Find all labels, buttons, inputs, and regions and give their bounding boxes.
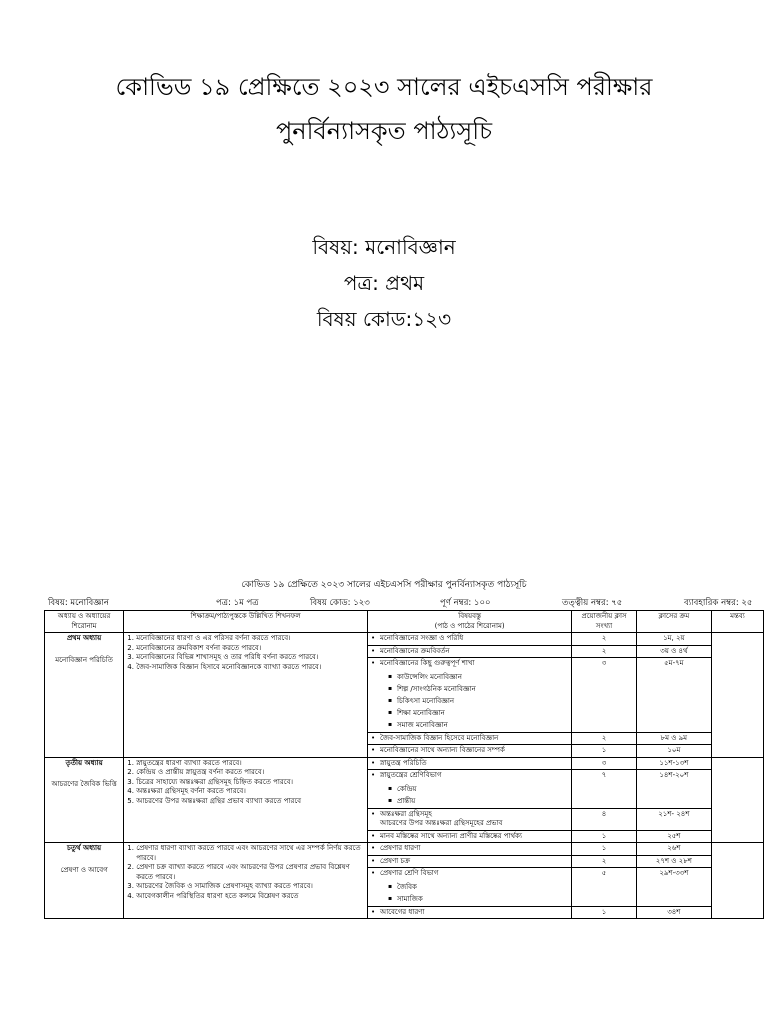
cover-subject-code: বিষয় কোড:১২৩ [316, 307, 452, 331]
topic-cell [368, 658, 572, 733]
sub-topic: ▪ প্রান্তীয় [388, 795, 569, 807]
cover-paper: পত্র: প্রথম [343, 271, 425, 295]
outcome-item: 1. স্নায়ুতন্ত্রের ধারণা ব্যাখ্যা করতে পারবে। [136, 759, 365, 769]
outcome-item: 1. প্রেষণার ধারণা ব্যাখ্যা করতে পারবে এবং আচরণের সাথে এর সম্পর্ক নির্ণয় করতে পারবে। [136, 844, 365, 863]
order-cell: ১৪শ-২০শ [636, 770, 711, 809]
outcomes-cell [124, 633, 368, 758]
order-cell: ৮ম ও ৯ম [636, 732, 711, 745]
sub-topic: ▪ কেন্দ্রিয় [388, 783, 569, 795]
header-outcomes: শিক্ষাক্রম/পাঠ্যপুস্তকে উল্লিখিত শিখনফল [124, 611, 368, 633]
classes-cell: ৩ [572, 658, 637, 733]
outcome-item: 4. জৈব-সামাজিক বিজ্ঞান হিসাবে মনোবিজ্ঞানকে ব্যাখ্যা করতে পারবে। [136, 663, 365, 673]
syllabus-table [44, 610, 764, 919]
topic-cell: • আবেগের ধারণা [368, 906, 572, 919]
sub-topic: ▪ শিল্প /সাংগঠনিক মনোবিজ্ঞান [388, 683, 569, 695]
outcome-item: 4. অন্তঃক্ষরা গ্রন্থিসমূহ বর্ণনা করতে পারবে। [136, 787, 365, 797]
cover-subject: বিষয়: মনোবিজ্ঞান [312, 235, 456, 259]
order-cell: ৩৪শ [636, 906, 711, 919]
meta-subject: বিষয়: মনোবিজ্ঞান [48, 598, 109, 608]
meta-theory-marks: তত্ত্বীয় নম্বর: ৭৫ [562, 598, 623, 608]
order-cell: ৩য় ও ৪র্থ [636, 645, 711, 658]
header-content [368, 611, 572, 633]
order-cell: ২৫শ [636, 830, 711, 843]
outcomes-cell [124, 757, 368, 843]
topic-cell: • প্রেষণা চক্র [368, 855, 572, 868]
chapter-title: আচরণের জৈবিক ভিত্তি [51, 780, 117, 788]
outcome-item: 3. মনোবিজ্ঞানের বিভিন্ন শাখাসমূহ ও তার পরিধি বর্ণনা করতে পারবে। [136, 653, 365, 663]
sub-topic: ▪ কাউন্সেলিং মনোবিজ্ঞান [388, 671, 569, 683]
sub-topic: ▪ সামাজিক [388, 893, 569, 905]
classes-cell: ১ [572, 830, 637, 843]
chapter-cell [45, 757, 124, 843]
outcome-item: 5. আচরণের উপর অন্তঃক্ষরা গ্রন্থির প্রভাব ব্যাখ্যা করতে পারবে [136, 797, 365, 807]
sub-topic: ▪ শিক্ষা মনোবিজ্ঞান [388, 707, 569, 719]
syllabus-title: কোভিড ১৯ প্রেক্ষিতে ২০২৩ সালের এইচএসসি পরীক্ষার পুনর্বিন্যাসকৃত পাঠ্যসূচি [241, 580, 527, 590]
table-header-row [45, 611, 764, 633]
outcome-item: 2. মনোবিজ্ঞানের ক্রমবিকাশ বর্ণনা করতে পারবে। [136, 644, 365, 654]
classes-cell: ২ [572, 633, 637, 646]
order-cell: ২৬শ [636, 843, 711, 856]
topic-cell [368, 808, 572, 830]
topic-cell [368, 770, 572, 809]
header-class-order: ক্লাসের ক্রম [636, 611, 711, 633]
table-row [45, 843, 764, 856]
meta-practical-marks: ব্যাবহারিক নম্বর: ২৫ [684, 598, 753, 608]
header-content-line2: (পাঠ ও পাঠের শিরোনাম) [434, 621, 505, 630]
classes-cell: ১ [572, 906, 637, 919]
order-cell: ১১শ-১৩শ [636, 757, 711, 770]
order-cell: ১০ম [636, 745, 711, 758]
classes-cell: ৭ [572, 770, 637, 809]
classes-cell: ২ [572, 732, 637, 745]
remarks-cell [711, 757, 763, 843]
header-chapter: অধ্যায় ও অধ্যায়ের শিরোনাম [45, 611, 124, 633]
sub-topic: ▪ চিকিৎসা মনোবিজ্ঞান [388, 695, 569, 707]
topic-text: মনোবিজ্ঞানের কিছু গুরুত্বপূর্ণ শাখা [380, 659, 475, 667]
meta-paper: পত্র: ১ম পত্র [216, 598, 259, 608]
outcome-item: 2. প্রেষণা চক্র ব্যাখ্যা করতে পারবে এবং আচরণের উপর প্রেষণার প্রভাব বিশ্লেষণ করতে পারবে। [136, 863, 365, 882]
cover-title-line1: কোভিড ১৯ প্রেক্ষিতে ২০২৩ সালের এইচএসসি পরীক্ষার [115, 73, 653, 101]
chapter-name: চতুর্থ অধ্যায় [67, 844, 102, 852]
header-content-line1: বিষয়বস্তু [458, 612, 482, 620]
topic-text: প্রেষণার শ্রেণি বিভাগ [380, 869, 439, 877]
classes-cell: ২ [572, 645, 637, 658]
outcome-item: 3. চিত্রের সাহায্যে অন্তঃক্ষরা গ্রন্থিসমূহ চিহ্নিত করতে পারবে। [136, 778, 365, 788]
chapter-cell [45, 633, 124, 758]
topic-cell: • মনোবিজ্ঞানের সংজ্ঞা ও পরিধি [368, 633, 572, 646]
order-cell: ২৯শ-৩৩শ [636, 868, 711, 907]
topic-cell: • মনোবিজ্ঞানের ক্রমবিবর্তন [368, 645, 572, 658]
header-classes: প্রয়োজনীয় ক্লাস সংখ্যা [572, 611, 637, 633]
topic-cell: • মানব মস্তিষ্কের সাথে অন্যান্য প্রাণীর মস্তিষ্কের পার্থক্য [368, 830, 572, 843]
order-cell: ২৭শ ও ২৮শ [636, 855, 711, 868]
remarks-cell [711, 843, 763, 919]
chapter-title: প্রেষণা ও আবেগ [60, 865, 108, 874]
remarks-cell [711, 633, 763, 758]
topic-cell [368, 868, 572, 907]
sub-topic: ▪ জৈবিক [388, 881, 569, 893]
order-cell: ২১শ- ২৪শ [636, 808, 711, 830]
outcome-item: 4. আবেগকালীন পরিস্থিতির ধারণা হতে কলমে বিশ্লেষণ করতে [136, 892, 365, 902]
syllabus-meta [48, 596, 756, 609]
classes-cell: ২ [572, 855, 637, 868]
order-cell: ৫ম-৭ম [636, 658, 711, 733]
topic-cell: • মনোবিজ্ঞানের সাথে অন্যান্য বিজ্ঞানের সম্পর্ক [368, 745, 572, 758]
topic-cell: • প্রেষণার ধারণা [368, 843, 572, 856]
outcome-item: 3. আচরণের জৈবিক ও সামাজিক প্রেষণাসমূহ ব্যাখ্যা করতে পারবে। [136, 882, 365, 892]
table-row [45, 633, 764, 646]
topic-text: অন্তঃক্ষরা গ্রন্থিসমূহ [380, 809, 432, 818]
topic-cell: • স্নায়ুতন্ত্র পরিচিতি [368, 757, 572, 770]
chapter-name: প্রথম অধ্যায় [66, 634, 102, 642]
chapter-name: তৃতীয় অধ্যায় [65, 758, 103, 767]
meta-code: বিষয় কোড: ১২৩ [310, 598, 370, 608]
classes-cell: ৪ [572, 808, 637, 830]
table-row [45, 757, 764, 770]
topic-text: স্নায়ুতন্ত্রের শ্রেণিবিভাগ [380, 771, 442, 779]
classes-cell: ১ [572, 745, 637, 758]
outcome-item: 2. কেন্দ্রিয় ও প্রান্তীয় স্নায়ুতন্ত্র বর্ণনা করতে পারবে। [136, 768, 365, 778]
topic-text-2: আচরণের উপর অন্তঃক্ষরা গ্রন্থিসমূহের প্রভাব [380, 819, 503, 827]
classes-cell: ১ [572, 843, 637, 856]
outcomes-cell [124, 843, 368, 919]
classes-cell: ৩ [572, 757, 637, 770]
header-remarks: মন্তব্য [711, 611, 763, 633]
classes-cell: ৫ [572, 868, 637, 907]
outcome-item: 1. মনোবিজ্ঞানের ধারণা ও এর পরিসর বর্ণনা করতে পারবে। [136, 634, 365, 644]
cover-title-line2: পুনর্বিন্যাসকৃত পাঠ্যসূচি [275, 117, 493, 145]
topic-cell: • জৈব-সামাজিক বিজ্ঞান হিসেবে মনোবিজ্ঞান [368, 732, 572, 745]
order-cell: ১ম, ২য় [636, 633, 711, 646]
chapter-cell [45, 843, 124, 919]
sub-topic: ▪ সমাজ মনোবিজ্ঞান [388, 719, 569, 731]
meta-full-marks: পূর্ণ নম্বর: ১০০ [440, 598, 491, 608]
chapter-title: মনোবিজ্ঞান পরিচিতি [55, 655, 113, 664]
